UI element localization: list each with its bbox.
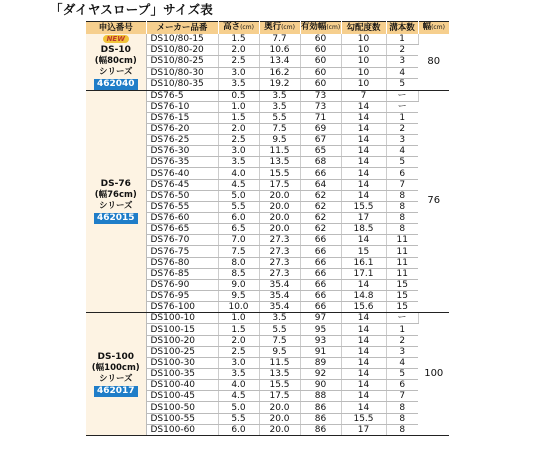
depth-cell: 3.5: [259, 101, 300, 112]
depth-cell: 15.5: [259, 380, 300, 391]
part-number-cell: DS76-20: [146, 123, 218, 134]
effective-width-cell: 69: [300, 123, 341, 134]
depth-cell: 11.5: [259, 357, 300, 368]
column-header-label: 幅: [422, 22, 432, 33]
slope-cell: 15.5: [341, 201, 386, 212]
height-cell: 2.5: [218, 346, 259, 357]
part-number-cell: DS76-5: [146, 90, 218, 101]
slope-cell: 14: [341, 135, 386, 146]
slope-cell: 15.6: [341, 302, 386, 313]
part-number-cell: DS100-20: [146, 335, 218, 346]
series-width-note: (幅76cm): [94, 189, 137, 200]
groove-count-cell: 6: [386, 380, 418, 391]
height-cell: 4.0: [218, 380, 259, 391]
height-cell: 5.0: [218, 402, 259, 413]
column-header-label: 有効幅: [300, 22, 327, 33]
part-number-cell: DS100-50: [146, 402, 218, 413]
slope-cell: 14: [341, 157, 386, 168]
slope-cell: 14: [341, 402, 386, 413]
column-header-groove-count: [386, 22, 418, 34]
effective-width-cell: 71: [300, 112, 341, 123]
height-cell: 2.5: [218, 135, 259, 146]
series-width-note: (幅80cm): [94, 55, 137, 66]
slope-cell: 14: [341, 369, 386, 380]
depth-cell: 13.4: [259, 56, 300, 67]
part-number-cell: DS76-85: [146, 268, 218, 279]
groove-count-cell: 8: [386, 190, 418, 201]
height-cell: 10.0: [218, 302, 259, 313]
series-name: DS-10: [100, 44, 131, 55]
groove-count-cell: 11: [386, 246, 418, 257]
groove-count-cell: 15: [386, 279, 418, 290]
depth-cell: 9.5: [259, 346, 300, 357]
height-cell: 7.0: [218, 235, 259, 246]
height-cell: 2.0: [218, 44, 259, 55]
groove-count-cell: 7: [386, 391, 418, 402]
depth-cell: 5.5: [259, 112, 300, 123]
series-label: シリーズ: [98, 200, 133, 211]
column-header-label: 申込番号: [98, 22, 133, 33]
part-number-cell: DS76-40: [146, 168, 218, 179]
effective-width-cell: 66: [300, 257, 341, 268]
width-cell: 76: [418, 90, 449, 313]
effective-width-cell: 60: [300, 34, 341, 45]
height-cell: 4.0: [218, 168, 259, 179]
slope-cell: 15: [341, 246, 386, 257]
slope-cell: 14: [341, 235, 386, 246]
part-number-cell: DS100-35: [146, 369, 218, 380]
effective-width-cell: 88: [300, 391, 341, 402]
column-header-label: 奥行: [264, 22, 282, 33]
column-header-label: 勾配度数: [346, 22, 381, 33]
height-cell: 4.5: [218, 179, 259, 190]
groove-count-cell: 2: [386, 44, 418, 55]
depth-cell: 11.5: [259, 146, 300, 157]
part-number-cell: DS100-10: [146, 313, 218, 324]
groove-count-cell: 8: [386, 424, 418, 435]
table-row: [86, 313, 449, 324]
series-cell: [86, 313, 146, 436]
effective-width-cell: 65: [300, 146, 341, 157]
series-width-note: (幅100cm): [91, 362, 140, 373]
table-row: [86, 34, 449, 45]
column-header-unit: (cm): [326, 24, 341, 32]
height-cell: 1.5: [218, 324, 259, 335]
column-header-depth: [259, 22, 300, 34]
depth-cell: 20.0: [259, 201, 300, 212]
part-number-cell: DS100-30: [146, 357, 218, 368]
part-number-cell: DS76-55: [146, 201, 218, 212]
slope-cell: 14: [341, 146, 386, 157]
slope-cell: 18.5: [341, 224, 386, 235]
slope-cell: 10: [341, 79, 386, 90]
part-number-cell: DS10/80-35: [146, 79, 218, 90]
series-label: シリーズ: [98, 373, 133, 384]
effective-width-cell: 89: [300, 357, 341, 368]
column-header-application-number: [86, 22, 146, 34]
height-cell: 0.5: [218, 90, 259, 101]
groove-count-cell: 6: [386, 168, 418, 179]
groove-count-cell: 8: [386, 224, 418, 235]
groove-count-cell: ー: [386, 313, 418, 324]
column-header-label: 溝本数: [389, 22, 415, 33]
column-header-slope-degree: [341, 22, 386, 34]
column-header-maker-part-number: [146, 22, 218, 34]
height-cell: 8.5: [218, 268, 259, 279]
groove-count-cell: 1: [386, 34, 418, 45]
part-number-cell: DS76-90: [146, 279, 218, 290]
groove-count-cell: 8: [386, 201, 418, 212]
column-header-width: [418, 22, 449, 34]
depth-cell: 27.3: [259, 246, 300, 257]
new-badge: NEW: [103, 35, 129, 43]
series-name: DS-100: [97, 351, 134, 362]
slope-cell: 17.1: [341, 268, 386, 279]
height-cell: 3.0: [218, 67, 259, 78]
depth-cell: 35.4: [259, 279, 300, 290]
height-cell: 5.0: [218, 190, 259, 201]
effective-width-cell: 60: [300, 79, 341, 90]
groove-count-cell: 5: [386, 157, 418, 168]
height-cell: 9.5: [218, 291, 259, 302]
groove-count-cell: 11: [386, 235, 418, 246]
depth-cell: 19.2: [259, 79, 300, 90]
groove-count-cell: 5: [386, 369, 418, 380]
height-cell: 9.0: [218, 279, 259, 290]
groove-count-cell: 3: [386, 135, 418, 146]
part-number-cell: DS10/80-15: [146, 34, 218, 45]
table-header-row: [86, 22, 449, 34]
effective-width-cell: 86: [300, 424, 341, 435]
slope-cell: 10: [341, 56, 386, 67]
part-number-cell: DS76-15: [146, 112, 218, 123]
slope-cell: 7: [341, 90, 386, 101]
effective-width-cell: 90: [300, 380, 341, 391]
part-number-cell: DS100-45: [146, 391, 218, 402]
effective-width-cell: 60: [300, 56, 341, 67]
part-number-cell: DS76-35: [146, 157, 218, 168]
height-cell: 3.0: [218, 146, 259, 157]
slope-cell: 14: [341, 279, 386, 290]
depth-cell: 10.6: [259, 44, 300, 55]
effective-width-cell: 68: [300, 157, 341, 168]
effective-width-cell: 95: [300, 324, 341, 335]
effective-width-cell: 93: [300, 335, 341, 346]
table-row: [86, 90, 449, 101]
slope-cell: 10: [341, 44, 386, 55]
depth-cell: 20.0: [259, 402, 300, 413]
series-cell: [86, 90, 146, 313]
part-number-cell: DS100-60: [146, 424, 218, 435]
effective-width-cell: 67: [300, 135, 341, 146]
depth-cell: 20.0: [259, 224, 300, 235]
part-number-cell: DS10/80-20: [146, 44, 218, 55]
height-cell: 2.5: [218, 56, 259, 67]
part-number-cell: DS10/80-30: [146, 67, 218, 78]
depth-cell: 13.5: [259, 369, 300, 380]
height-cell: 3.5: [218, 79, 259, 90]
part-number-cell: DS76-10: [146, 101, 218, 112]
groove-count-cell: 11: [386, 257, 418, 268]
height-cell: 1.5: [218, 34, 259, 45]
effective-width-cell: 86: [300, 413, 341, 424]
depth-cell: 20.0: [259, 190, 300, 201]
part-number-cell: DS76-95: [146, 291, 218, 302]
groove-count-cell: 2: [386, 335, 418, 346]
part-number-cell: DS76-30: [146, 146, 218, 157]
slope-cell: 14: [341, 101, 386, 112]
groove-count-cell: 4: [386, 146, 418, 157]
slope-cell: 14: [341, 324, 386, 335]
groove-count-cell: 11: [386, 268, 418, 279]
part-number-cell: DS100-15: [146, 324, 218, 335]
effective-width-cell: 97: [300, 313, 341, 324]
depth-cell: 35.4: [259, 291, 300, 302]
slope-cell: 14: [341, 179, 386, 190]
groove-count-cell: 1: [386, 112, 418, 123]
height-cell: 5.5: [218, 201, 259, 212]
slope-cell: 16.1: [341, 257, 386, 268]
effective-width-cell: 66: [300, 302, 341, 313]
groove-count-cell: 4: [386, 67, 418, 78]
part-number-cell: DS76-45: [146, 179, 218, 190]
slope-cell: 14: [341, 168, 386, 179]
depth-cell: 16.2: [259, 67, 300, 78]
slope-cell: 17: [341, 424, 386, 435]
height-cell: 5.5: [218, 413, 259, 424]
slope-cell: 14: [341, 313, 386, 324]
depth-cell: 13.5: [259, 157, 300, 168]
depth-cell: 9.5: [259, 135, 300, 146]
depth-cell: 17.5: [259, 179, 300, 190]
effective-width-cell: 92: [300, 369, 341, 380]
height-cell: 3.5: [218, 157, 259, 168]
application-number-badge: 462015: [94, 213, 138, 224]
height-cell: 2.0: [218, 335, 259, 346]
slope-cell: 10: [341, 67, 386, 78]
effective-width-cell: 66: [300, 168, 341, 179]
effective-width-cell: 62: [300, 201, 341, 212]
application-number-badge: 462017: [94, 386, 138, 397]
depth-cell: 5.5: [259, 324, 300, 335]
part-number-cell: DS76-80: [146, 257, 218, 268]
groove-count-cell: 2: [386, 123, 418, 134]
height-cell: 4.5: [218, 391, 259, 402]
series-cell: [86, 34, 146, 91]
effective-width-cell: 62: [300, 224, 341, 235]
height-cell: 1.0: [218, 313, 259, 324]
effective-width-cell: 66: [300, 235, 341, 246]
slope-cell: 14: [341, 391, 386, 402]
height-cell: 1.5: [218, 112, 259, 123]
depth-cell: 3.5: [259, 90, 300, 101]
groove-count-cell: 3: [386, 56, 418, 67]
effective-width-cell: 66: [300, 279, 341, 290]
effective-width-cell: 60: [300, 67, 341, 78]
depth-cell: 27.3: [259, 235, 300, 246]
width-cell: 80: [418, 34, 449, 91]
slope-cell: 14: [341, 123, 386, 134]
height-cell: 3.0: [218, 357, 259, 368]
effective-width-cell: 86: [300, 402, 341, 413]
part-number-cell: DS76-50: [146, 190, 218, 201]
groove-count-cell: 8: [386, 402, 418, 413]
effective-width-cell: 64: [300, 179, 341, 190]
size-table: [86, 21, 449, 436]
column-header-unit: (cm): [431, 24, 445, 32]
part-number-cell: DS76-60: [146, 213, 218, 224]
effective-width-cell: 73: [300, 101, 341, 112]
part-number-cell: DS76-100: [146, 302, 218, 313]
effective-width-cell: 66: [300, 268, 341, 279]
height-cell: 3.5: [218, 369, 259, 380]
application-number-badge: 462040: [94, 79, 138, 90]
effective-width-cell: 62: [300, 190, 341, 201]
groove-count-cell: 15: [386, 302, 418, 313]
depth-cell: 20.0: [259, 424, 300, 435]
groove-count-cell: 3: [386, 346, 418, 357]
slope-cell: 14: [341, 112, 386, 123]
groove-count-cell: 8: [386, 213, 418, 224]
height-cell: 6.0: [218, 213, 259, 224]
slope-cell: 17: [341, 213, 386, 224]
slope-cell: 10: [341, 34, 386, 45]
height-cell: 7.5: [218, 246, 259, 257]
depth-cell: 27.3: [259, 257, 300, 268]
effective-width-cell: 91: [300, 346, 341, 357]
column-header-label: 高さ: [223, 22, 241, 33]
slope-cell: 14: [341, 335, 386, 346]
width-cell: 100: [418, 313, 449, 436]
part-number-cell: DS100-25: [146, 346, 218, 357]
depth-cell: 3.5: [259, 313, 300, 324]
slope-cell: 15.5: [341, 413, 386, 424]
column-header-effective-width: [300, 22, 341, 34]
depth-cell: 20.0: [259, 413, 300, 424]
effective-width-cell: 66: [300, 291, 341, 302]
slope-cell: 14.8: [341, 291, 386, 302]
series-label: シリーズ: [98, 66, 133, 77]
effective-width-cell: 62: [300, 213, 341, 224]
groove-count-cell: 8: [386, 413, 418, 424]
part-number-cell: DS76-65: [146, 224, 218, 235]
slope-cell: 14: [341, 380, 386, 391]
series-name: DS-76: [100, 178, 131, 189]
height-cell: 2.0: [218, 123, 259, 134]
depth-cell: 7.5: [259, 335, 300, 346]
depth-cell: 7.7: [259, 34, 300, 45]
depth-cell: 17.5: [259, 391, 300, 402]
height-cell: 1.0: [218, 101, 259, 112]
part-number-cell: DS76-25: [146, 135, 218, 146]
effective-width-cell: 66: [300, 246, 341, 257]
page-title: 「ダイヤスロープ」サイズ表: [50, 2, 213, 17]
slope-cell: 14: [341, 346, 386, 357]
groove-count-cell: 4: [386, 357, 418, 368]
groove-count-cell: ー: [386, 90, 418, 101]
groove-count-cell: 5: [386, 79, 418, 90]
depth-cell: 7.5: [259, 123, 300, 134]
part-number-cell: DS76-70: [146, 235, 218, 246]
column-header-label: メーカー品番: [156, 22, 208, 33]
groove-count-cell: ー: [386, 101, 418, 112]
part-number-cell: DS100-40: [146, 380, 218, 391]
height-cell: 8.0: [218, 257, 259, 268]
part-number-cell: DS76-75: [146, 246, 218, 257]
part-number-cell: DS100-55: [146, 413, 218, 424]
column-header-unit: (cm): [240, 24, 254, 32]
slope-cell: 14: [341, 357, 386, 368]
depth-cell: 20.0: [259, 213, 300, 224]
groove-count-cell: 1: [386, 324, 418, 335]
effective-width-cell: 73: [300, 90, 341, 101]
column-header-height: [218, 22, 259, 34]
slope-cell: 14: [341, 190, 386, 201]
depth-cell: 15.5: [259, 168, 300, 179]
part-number-cell: DS10/80-25: [146, 56, 218, 67]
column-header-unit: (cm): [281, 24, 295, 32]
table-body: [86, 34, 449, 436]
height-cell: 6.0: [218, 424, 259, 435]
groove-count-cell: 15: [386, 291, 418, 302]
effective-width-cell: 60: [300, 44, 341, 55]
height-cell: 6.5: [218, 224, 259, 235]
groove-count-cell: 7: [386, 179, 418, 190]
depth-cell: 27.3: [259, 268, 300, 279]
depth-cell: 35.4: [259, 302, 300, 313]
